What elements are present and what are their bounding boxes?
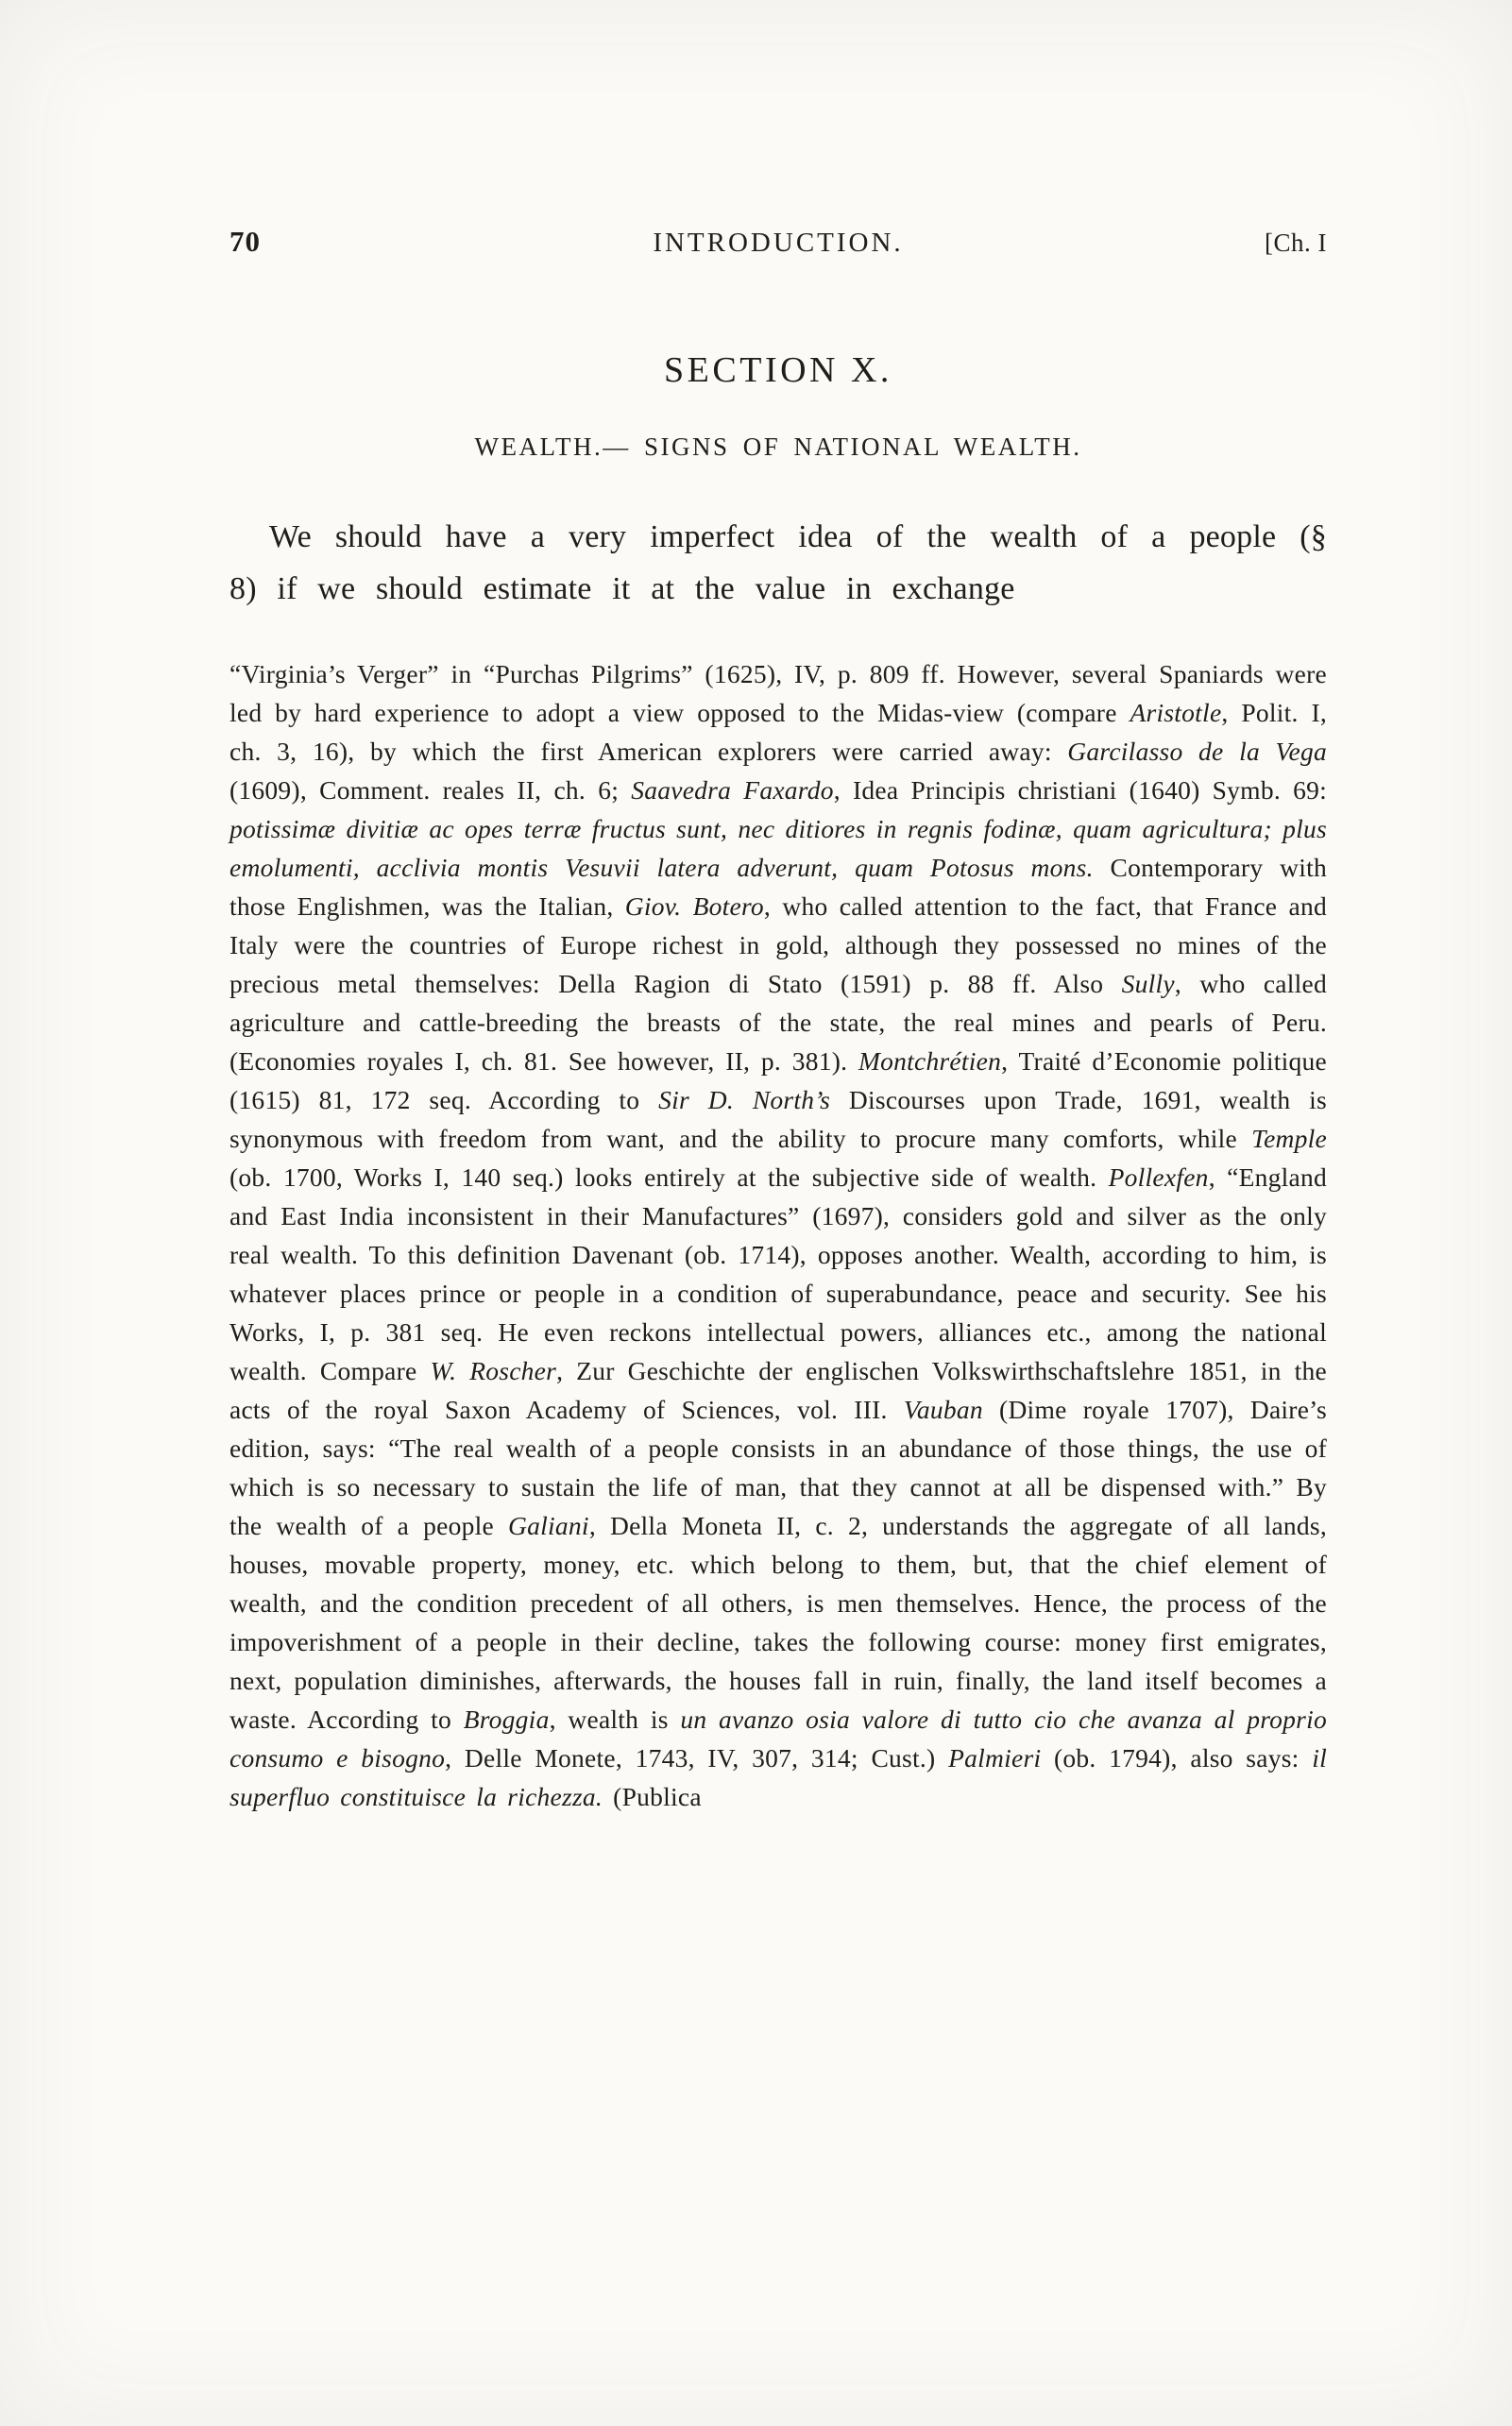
section-heading: SECTION X. — [664, 350, 892, 390]
body-paragraph: We should have a very imperfect idea of the wealth of a people (§ 8) if we should estimate it at the value in exchange — [229, 519, 1327, 606]
section-subheading: WEALTH.— SIGNS OF NATIONAL WEALTH. — [474, 433, 1082, 461]
footnote-text: “Virginia’s Verger” in “Purchas Pilgrims” (1625), IV, p. 809 ff. However, several Spaniards were led by hard experience to adopt a view opposed to the Midas-view (compare Aristotle, Polit. I, ch. 3, 16), by which the first American explorers were carried away: Garcilasso de la Vega (1609), Comment. reales II, ch. 6; Saavedra Faxardo, Idea Principis christiani (1640) Symb. 69: potissimæ divitiæ ac opes terræ fructus sunt, nec ditiores in regnis fodinæ, quam agricultura; plus emolumenti, acclivia montis Vesuvii latera adverunt, quam Potosus mons. Contemporary with those Englishmen, was the Italian, Giov. Botero, who called attention to the fact, that France and Italy were the countries of Europe richest in gold, although they possessed no mines of the precious metal themselves: Della Ragion di Stato (1591) p. 88 ff. Also Sully, who called agriculture and cattle-breeding the breasts of the state, the real mines and pearls of Peru. (Economies royales I, ch. 81. See however, II, p. 381). Montchrétien, Traité d’Economie politique (1615) 81, 172 seq. According to Sir D. North’s Discourses upon Trade, 1691, wealth is synonymous with freedom from want, and the ability to procure many comforts, while Temple (ob. 1700, Works I, 140 seq.) looks entirely at the subjective side of wealth. Pollexfen, “England and East India inconsistent in their Manufactures” (1697), considers gold and silver as the only real wealth. To this definition Davenant (ob. 1714), opposes another. Wealth, according to him, is whatever places prince or people in a condition of superabundance, peace and security. See his Works, I, p. 381 seq. He even reckons intellectual powers, alliances etc., among the national wealth. Compare W. Roscher, Zur Geschichte der englischen Volkswirthschaftslehre 1851, in the acts of the royal Saxon Academy of Sciences, vol. III. Vauban (Dime royale 1707), Daire’s edition, says: “The real wealth of a people consists in an abundance of those things, the use of which is so necessary to sustain the life of man, that they cannot at all be dispensed with.” By the wealth of a people Galiani, Della Moneta II, c. 2, understands the aggregate of all lands, houses, movable property, money, etc. which belong to them, but, that the chief element of wealth, and the condition precedent of all others, is men themselves. Hence, the process of the impoverishment of a people in their decline, takes the following course: money first emigrates, next, population diminishes, afterwards, the houses fall in ruin, finally, the land itself becomes a waste. According to Broggia, wealth is un avanzo osia valore di tutto cio che avanza al proprio consumo e bisogno, Delle Monete, 1743, IV, 307, 314; Cust.) Palmieri (ob. 1794), also says: il superfluo constituisce la richezza. (Publica — [229, 659, 1328, 1811]
running-header — [229, 225, 1327, 259]
chapter-marker: [Ch. I — [1265, 229, 1327, 257]
running-title: INTRODUCTION. — [653, 228, 904, 258]
page-number: 70 — [229, 225, 261, 258]
